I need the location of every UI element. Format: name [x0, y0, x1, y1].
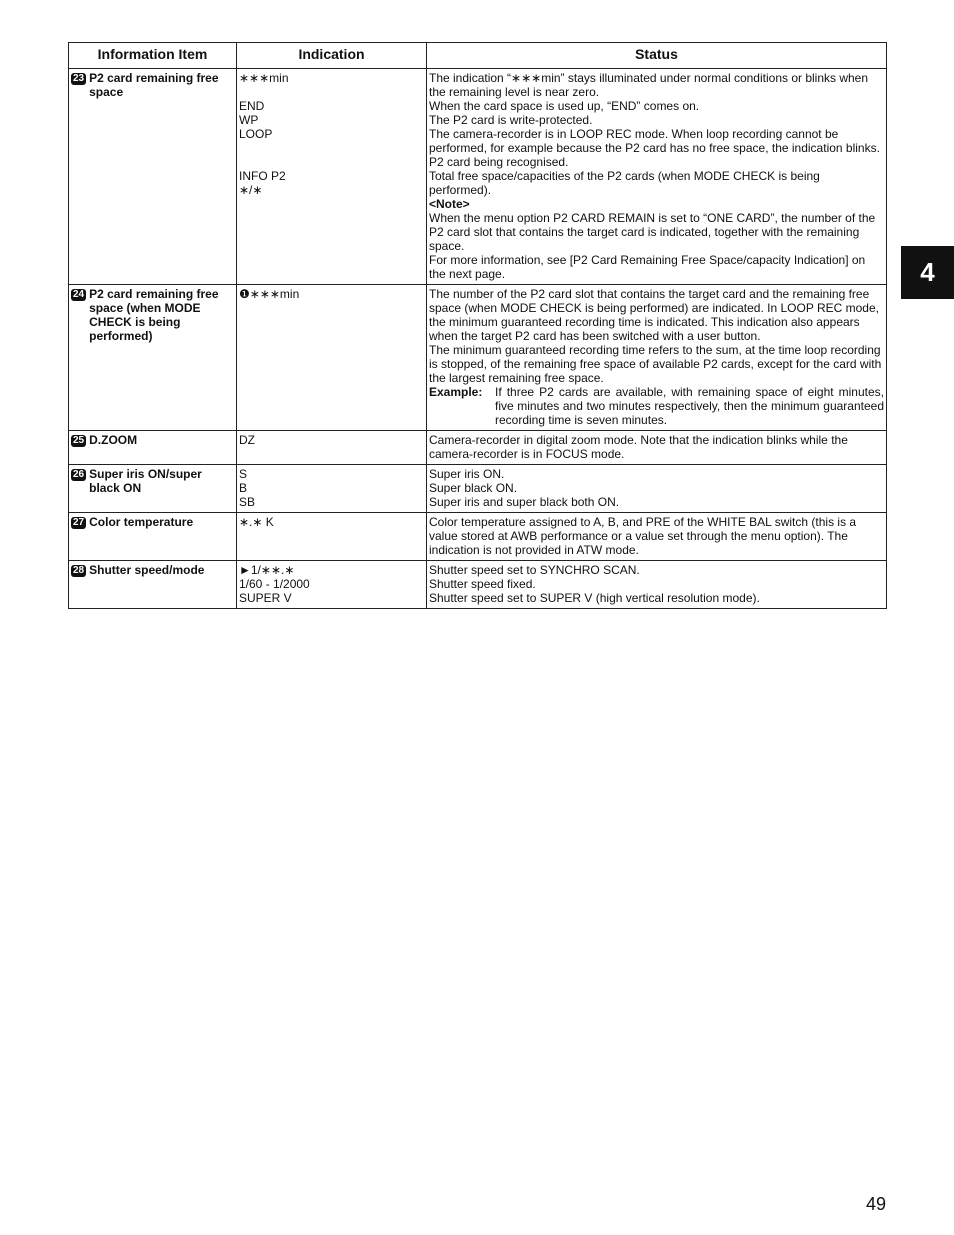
- status-text: The number of the P2 card slot that contains the target card and the remaining free space (when MODE CHECK is being performed) are indicated. In LOOP REC mode, the minimum guaranteed recording time is indicated. This indication also appears when the target P2 card has been switched with a user button.: [429, 287, 879, 343]
- indication-value: LOOP: [239, 127, 273, 141]
- indication-spacer: [239, 85, 424, 99]
- item-label: Shutter speed/mode: [89, 563, 205, 577]
- status-cell: [427, 465, 887, 513]
- indication-spacer: [239, 141, 424, 169]
- status-text: Shutter speed set to SUPER V (high vertical resolution mode).: [429, 591, 760, 605]
- item-number-badge: 26: [73, 469, 85, 480]
- item-label: Color temperature: [89, 515, 194, 529]
- indication-value: SUPER V: [239, 591, 292, 605]
- page-number: 49: [866, 1194, 887, 1214]
- indication-value: SB: [239, 495, 256, 509]
- status-text: When the card space is used up, “END” comes on.: [429, 99, 700, 113]
- indication-value: DZ: [239, 433, 255, 447]
- indication-value: ❶∗∗∗min: [239, 287, 300, 301]
- item-cell: [69, 513, 237, 561]
- indication-value: INFO P2: [239, 169, 286, 183]
- status-cell: [427, 513, 887, 561]
- status-text: For more information, see [P2 Card Remaining Free Space/capacity Indication] on the next page.: [429, 253, 866, 281]
- example-block: [429, 385, 884, 427]
- status-cell: [427, 431, 887, 465]
- item-label: Super iris ON/super black ON: [89, 467, 202, 495]
- header-information-item: Information Item: [69, 43, 237, 69]
- item-cell: [69, 561, 237, 609]
- item-number-badge: 28: [73, 565, 85, 576]
- indication-value: ►1/∗∗.∗: [239, 563, 295, 577]
- information-table: [68, 42, 887, 609]
- table-row: [69, 561, 887, 609]
- item-number-badge: 27: [73, 517, 85, 528]
- status-text: Total free space/capacities of the P2 cards (when MODE CHECK is being performed).: [429, 169, 820, 197]
- example-text: If three P2 cards are available, with remaining space of eight minutes, five minutes and two minutes respectively, then the minimum guaranteed recording time is seven minutes.: [495, 385, 884, 427]
- header-indication: Indication: [237, 43, 427, 69]
- item-cell: [69, 69, 237, 285]
- item-label: P2 card remaining free space (when MODE CHECK is being performed): [89, 287, 219, 343]
- status-text: P2 card being recognised.: [429, 155, 569, 169]
- table-row: [69, 465, 887, 513]
- indication-cell: [237, 513, 427, 561]
- status-cell: [427, 561, 887, 609]
- indication-value: END: [239, 99, 265, 113]
- status-text: The minimum guaranteed recording time refers to the sum, at the time loop recording is stopped, of the remaining free space of available P2 cards, except for the card with the largest remaining free space.: [429, 343, 882, 385]
- item-number-badge: 24: [73, 289, 85, 300]
- status-cell: [427, 69, 887, 285]
- indication-value: S: [239, 467, 248, 481]
- indication-cell: [237, 465, 427, 513]
- status-text: Super black ON.: [429, 481, 518, 495]
- status-text: When the menu option P2 CARD REMAIN is set to “ONE CARD”, the number of the P2 card slot that contains the target card is indicated, together with the remaining space.: [429, 211, 876, 253]
- indication-cell: [237, 285, 427, 431]
- item-number-badge: 25: [73, 435, 85, 446]
- status-text: Super iris and super black both ON.: [429, 495, 620, 509]
- status-text: The camera-recorder is in LOOP REC mode. When loop recording cannot be performed, for example because the P2 card has no free space, the indication blinks.: [429, 127, 880, 155]
- indication-cell: [237, 561, 427, 609]
- status-text: The indication “∗∗∗min” stays illuminated under normal conditions or blinks when the remaining level is near zero.: [429, 71, 869, 99]
- indication-value: ∗/∗: [239, 183, 263, 197]
- indication-value: WP: [239, 113, 259, 127]
- table-row: [69, 69, 887, 285]
- example-label: Example:: [429, 385, 483, 399]
- indication-value: B: [239, 481, 248, 495]
- table-header-row: [69, 43, 887, 69]
- item-label: P2 card remaining free space: [89, 71, 219, 99]
- indication-cell: [237, 69, 427, 285]
- status-cell: [427, 285, 887, 431]
- table-row: [69, 431, 887, 465]
- table-row: [69, 513, 887, 561]
- item-cell: [69, 465, 237, 513]
- header-status: Status: [427, 43, 887, 69]
- item-number-badge: 23: [73, 73, 85, 84]
- indication-cell: [237, 431, 427, 465]
- status-text: Color temperature assigned to A, B, and PRE of the WHITE BAL switch (this is a value stored at AWB performance or a value set through the menu option). The indication is not provided in ATW mode.: [429, 515, 857, 557]
- indication-value: ∗.∗ K: [239, 515, 274, 529]
- note-heading: <Note>: [429, 197, 470, 211]
- item-cell: [69, 285, 237, 431]
- status-text: The P2 card is write-protected.: [429, 113, 593, 127]
- status-text: Camera-recorder in digital zoom mode. Note that the indication blinks while the camera-recorder is in FOCUS mode.: [429, 433, 848, 461]
- status-text: Super iris ON.: [429, 467, 505, 481]
- table-row: [69, 285, 887, 431]
- item-cell: [69, 431, 237, 465]
- item-label: D.ZOOM: [89, 433, 138, 447]
- chapter-tab: 4: [901, 246, 954, 299]
- indication-value: 1/60 - 1/2000: [239, 577, 310, 591]
- status-text: Shutter speed fixed.: [429, 577, 536, 591]
- indication-value: ∗∗∗min: [239, 71, 289, 85]
- status-text: Shutter speed set to SYNCHRO SCAN.: [429, 563, 640, 577]
